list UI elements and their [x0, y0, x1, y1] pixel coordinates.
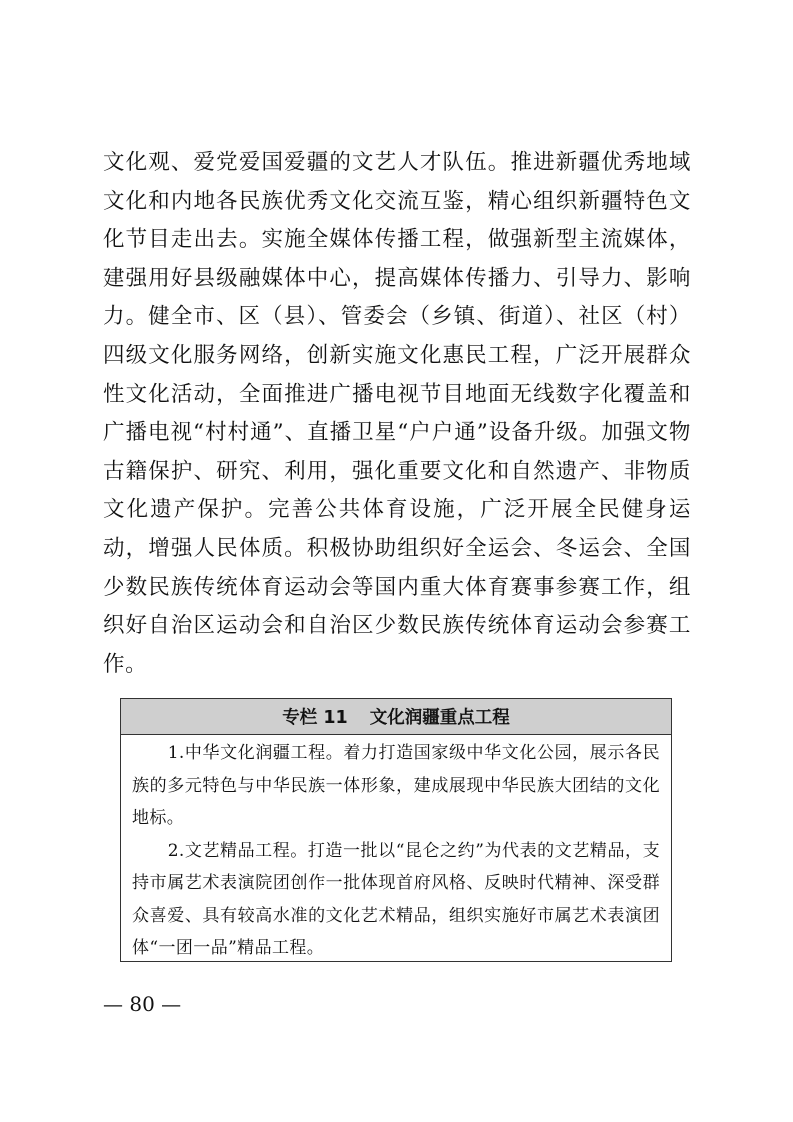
feature-box-item: 2.文艺精品工程。打造一批以“昆仑之约”为代表的文艺精品，支持市属艺术表演院团创作一批体现首府风格、反映时代精神、深受群众喜爱、具有较高水准的文化艺术精品，组织实施好市属艺术表演团体“一团一品”精品工程。: [132, 840, 660, 958]
feature-box-item: 1.中华文化润疆工程。着力打造国家级中华文化公园，展示各民族的多元特色与中华民族一体形象，建成展现中华民族大团结的文化地标。: [132, 743, 660, 828]
page-number: — 80 —: [103, 992, 182, 1016]
feature-box-label: 专栏 11: [282, 708, 348, 728]
feature-box: [120, 698, 672, 962]
body-paragraph: 文化观、爱党爱国爱疆的文艺人才队伍。推进新疆优秀地域文化和内地各民族优秀文化交流互鉴，精心组织新疆特色文化节目走出去。实施全媒体传播工程，做强新型主流媒体，建强用好县级融媒体中心，提高媒体传播力、引导力、影响力。健全市、区（县）、管委会（乡镇、街道）、社区（村）四级文化服务网络，创新实施文化惠民工程，广泛开展群众性文化活动，全面推进广播电视节目地面无线数字化覆盖和广播电视“村村通”、直播卫星“户户通”设备升级。加强文物古籍保护、研究、利用，强化重要文化和自然遗产、非物质文化遗产保护。完善公共体育设施，广泛开展全民健身运动，增强人民体质。积极协助组织好全运会、冬运会、全国少数民族传统体育运动会等国内重大体育赛事参赛工作，组织好自治区运动会和自治区少数民族传统体育运动会参赛工作。: [103, 150, 691, 677]
feature-box-body: [121, 735, 671, 965]
feature-box-title: 文化润疆重点工程: [369, 708, 510, 728]
feature-box-header: [121, 699, 671, 735]
